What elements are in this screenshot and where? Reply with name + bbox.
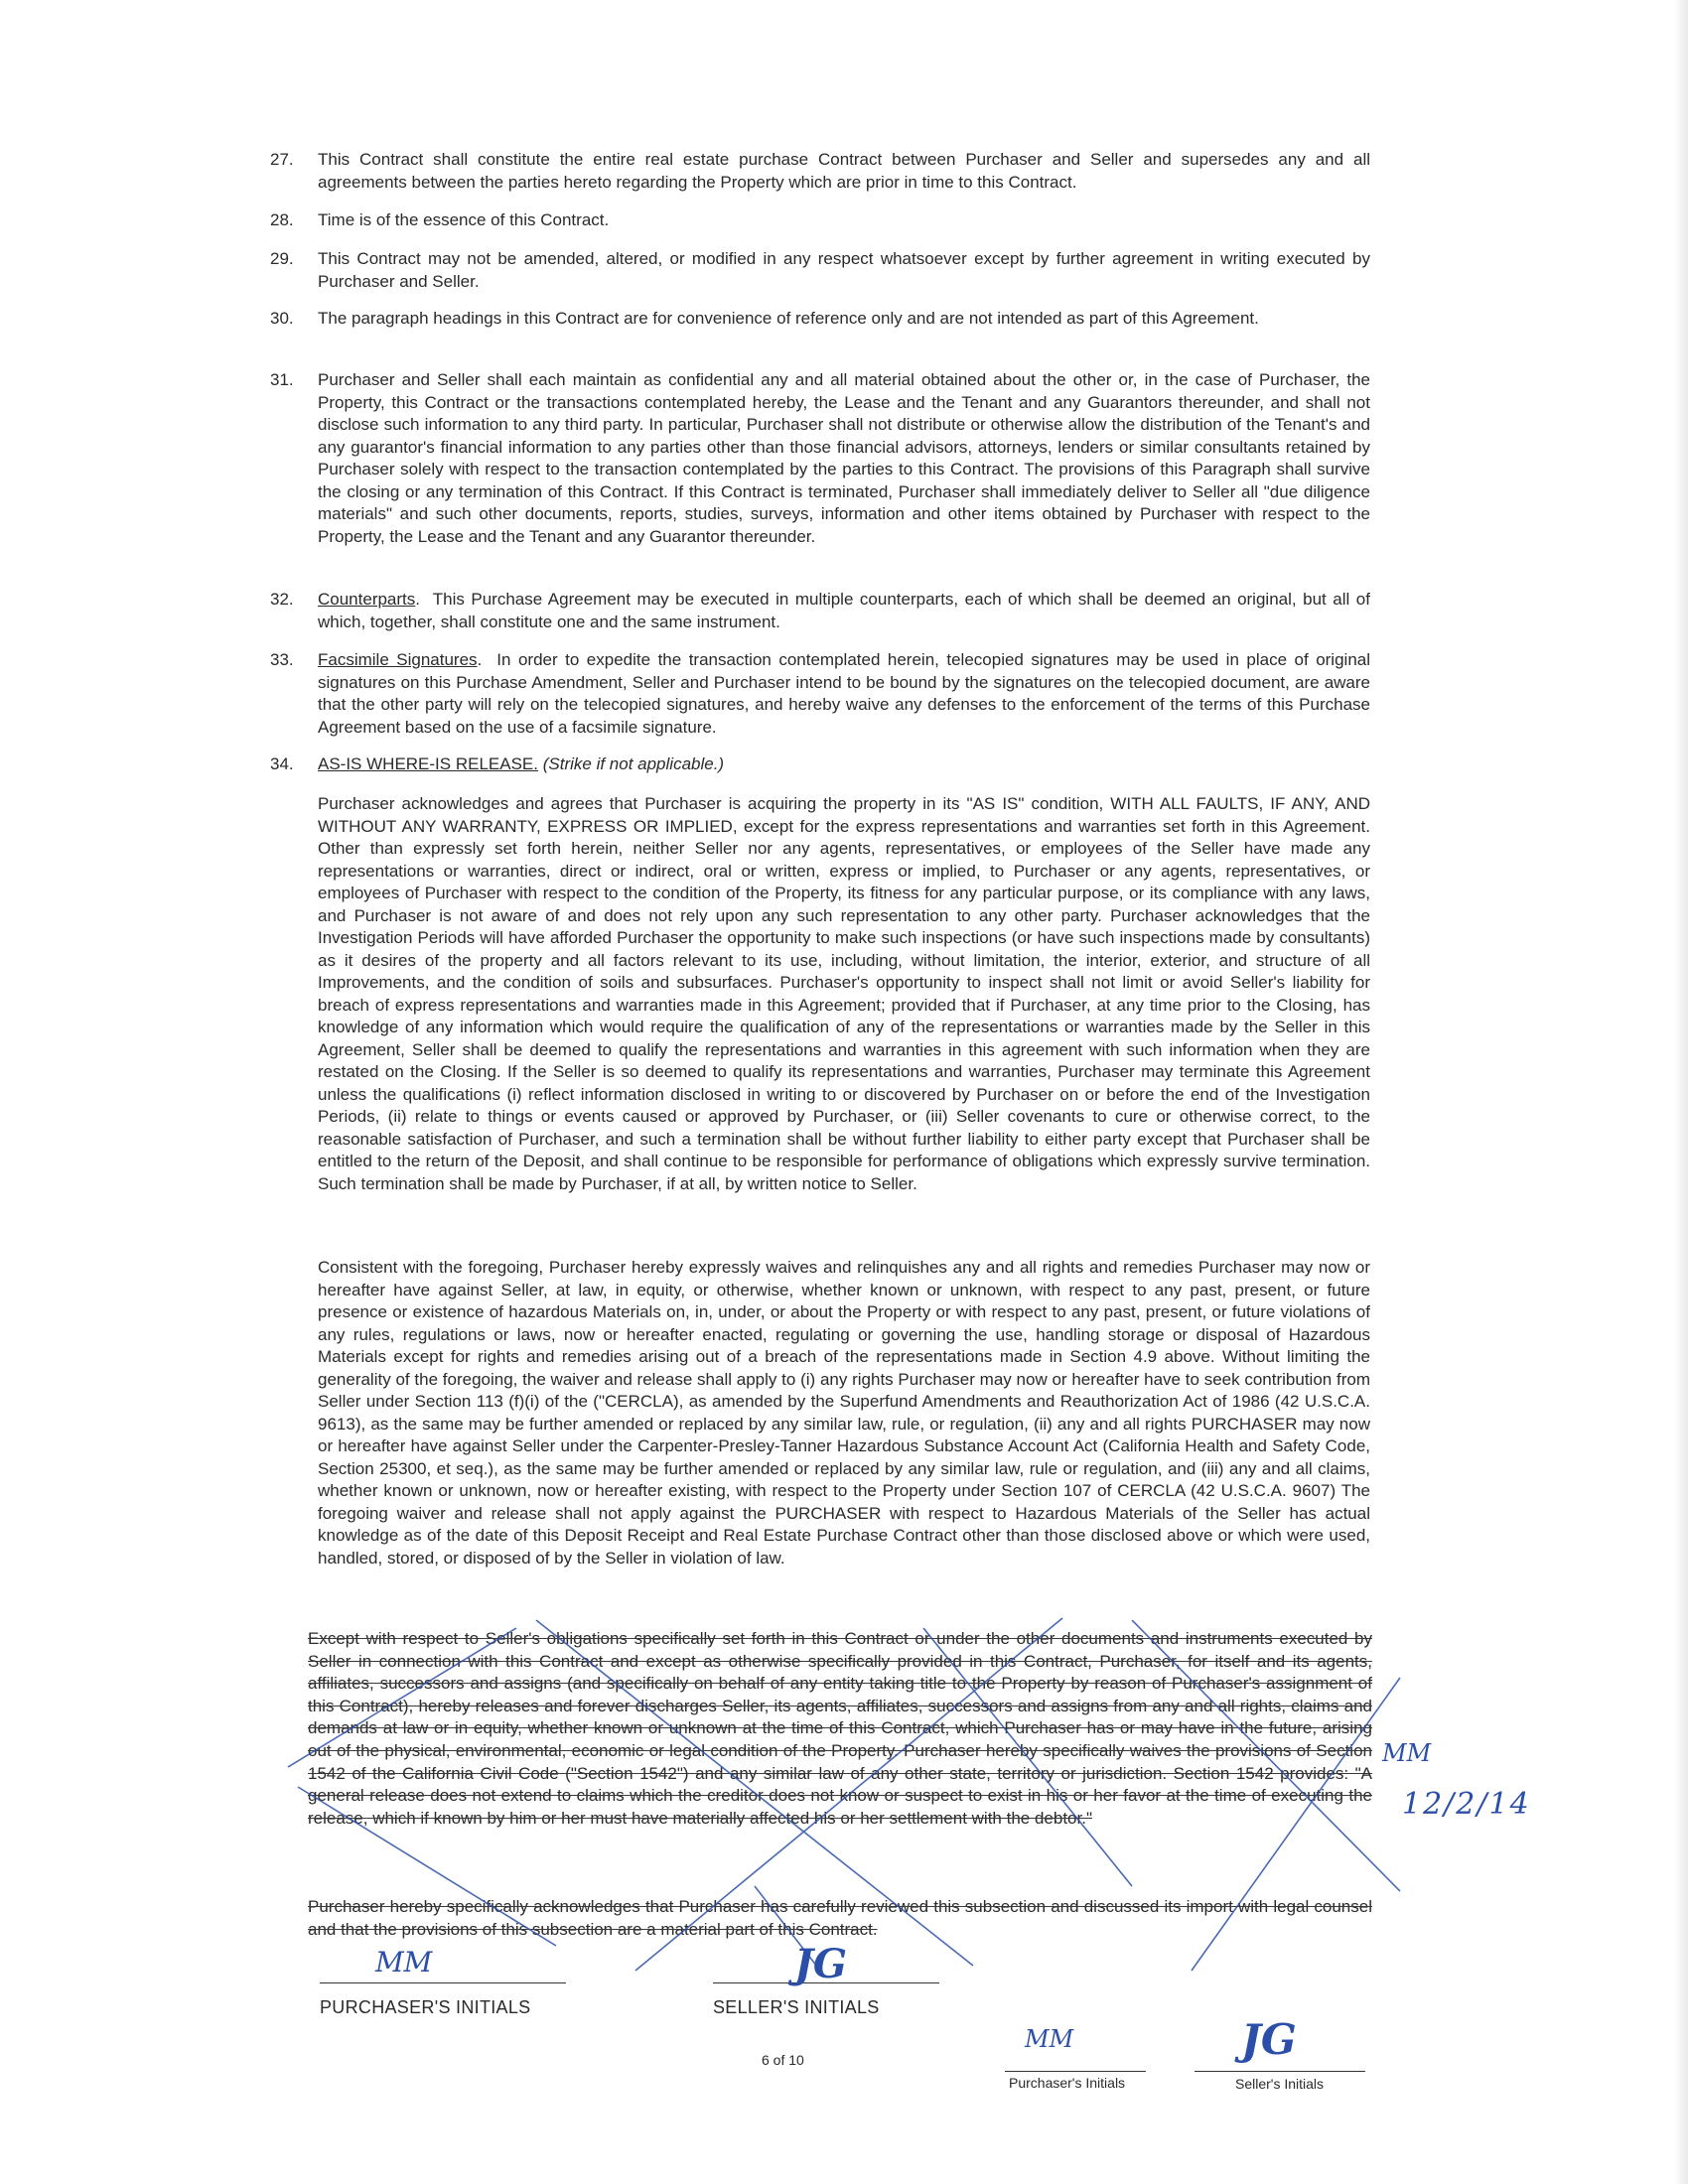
clause-number: 29. (270, 249, 294, 268)
clause-heading: AS-IS WHERE-IS RELEASE. (318, 754, 538, 773)
seller-handwritten-initials: JG (794, 1941, 848, 1987)
clause-number: 28. (270, 210, 294, 229)
purchaser-initials-label: PURCHASER'S INITIALS (320, 1997, 531, 2017)
clause-33: 33. Facsimile Signatures. In order to expedite the transaction contemplated herein, telecopied signatures may be used in place of original signatures on this Purchase Amendment, Seller and Purchaser intend to be bound by the signatures on the telecopied document, are aware that the other party will rely on the telecopied signatures, and hereby waive any defenses to the enforcement of the terms of this Purchase Agreement based on the use of a facsimile signature. (270, 650, 1371, 737)
purchaser-handwritten-initials: MM (375, 1946, 433, 1979)
clause-text: This Contract may not be amended, altered, or modified in any respect whatsoever except by further agreement in writing executed by Purchaser and Seller. (318, 249, 1370, 291)
clause-number: 34. (270, 754, 294, 773)
scan-edge-shadow (1674, 0, 1688, 2184)
clause-text: This Contract shall constitute the entire real estate purchase Contract between Purchaser and Seller and supersedes any and all agreements between the parties hereto regarding the Property which are prior in time to this Contract. (318, 150, 1370, 192)
clause-32: 32. Counterparts. This Purchase Agreement may be executed in multiple counterparts, each of which shall be deemed an original, but all of which, together, shall constitute one and the same instrument. (270, 590, 1370, 631)
margin-initials: MM (1382, 1739, 1432, 1767)
as-is-paragraph-2: Consistent with the foregoing, Purchaser hereby expressly waives and relinquishes any and all rights and remedies Purchaser may now or hereafter have against Seller, at law, in equity, or otherwise, whether known or unknown, with respect to any past, present, or future presence or existence of hazardous Materials on, in, under, or about the Property or with respect to any past, present, or future violations of any rules, regulations or laws, now or hereafter enacted, regulating or governing the use, handling storage or disposal of Hazardous Materials except for rights and remedies arising out of a breach of the representations made in Section 4.9 above. Without limiting the generality of the foregoing, the waiver and release shall apply to (i) any rights Purchaser may now or hereafter have to seek contribution from Seller under Section 113 (f)(i) of the ("CERCLA), as amended by the Superfund Amendments and Reauthorization Act of 1986 (42 U.S.C.A. 9613), as the same may be further amended or replaced by any similar law, rule, or regulation, (ii) any and all rights PURCHASER may now or hereafter have against Seller under the Carpenter-Presley-Tanner Hazardous Substance Account Act (California Health and Safety Code, Section 25300, et seq.), as the same may be further amended or replaced by any similar law, rule or regulation, and (iii) any and all claims, whether known or unknown, now or hereafter existing, with respect to the Property under Section 107 of CERCLA (42 U.S.C.A. 9607) The foregoing waiver and release shall not apply against the PURCHASER with respect to Hazardous Materials of the Seller has actual knowledge as of the date of this Deposit Receipt and Real Estate Purchase Contract other than those disclosed above or which were used, handled, stored, or disposed of by the Seller in violation of law. (318, 1258, 1370, 1568)
footer-purchaser-initials: MM (1025, 2025, 1074, 2053)
page-number: 6 of 10 (762, 2052, 804, 2068)
footer-purchaser-label: Purchaser's Initials (1009, 2075, 1126, 2091)
clause-note: (Strike if not applicable.) (542, 754, 725, 773)
clause-number: 32. (270, 590, 294, 609)
struck-acknowledgement-paragraph: Purchaser hereby specifically acknowledges that Purchaser has carefully reviewed this subsection and discussed its import with legal counsel and that the provisions of this subsection are a material part of this Contract. (308, 1897, 1372, 1939)
clause-heading: Facsimile Signatures (318, 650, 478, 669)
struck-release-paragraph: Except with respect to Seller's obligations specifically set forth in this Contract or under the other documents and instruments executed by Seller in connection with this Contract and except as otherwise specifically provided in this Contract, Purchaser, for itself and its agents, affiliates, successors and assigns (and specifically on behalf of any entity taking title to the Property by reason of Purchaser's assignment of this Contract), hereby releases and forever discharges Seller, its agents, affiliates, successors and assigns from any and all rights, claims and demands at law or in equity, whether known or unknown at the time of this Contract, which Purchaser has or may have in the future, arising out of the physical, environmental, economic or legal condition of the Property. Purchaser hereby specifically waives the provisions of Section 1542 of the California Civil Code ("Section 1542") and any similar law of any other state, territory or jurisdiction. Section 1542 provides: "A general release does not extend to claims which the creditor does not know or suspect to exist in his or her favor at the time of executing the release, which if known by him or her must have materially affected his or her settlement with the debtor." (308, 1629, 1372, 1828)
margin-date: 12/2/14 (1402, 1787, 1531, 1822)
footer-seller-initials: JG (1241, 2015, 1297, 2064)
clause-number: 27. (270, 150, 294, 169)
clause-text: This Purchase Agreement may be executed in multiple counterparts, each of which shall be deemed an original, but all of which, together, shall constitute one and the same instrument. (318, 590, 1370, 631)
as-is-paragraph-1: Purchaser acknowledges and agrees that Purchaser is acquiring the property in its "AS IS" condition, WITH ALL FAULTS, IF ANY, AND WITHOUT ANY WARRANTY, EXPRESS OR IMPLIED, except for the express representations and warranties set forth in this Agreement. Other than expressly set forth herein, neither Seller nor any agents, representatives, or employees of the Seller have made any representations or warranties, direct or indirect, oral or written, express or implied, to Purchaser or any agents, representatives, or employees of Purchaser with respect to the condition of the Property, its fitness for any particular purpose, or its compliance with any laws, and Purchaser is not aware of and does not rely upon any such representation to any other party. Purchaser acknowledges that the Investigation Periods will have afforded Purchaser the opportunity to make such inspections (or have such inspections made by consultants) as it desires of the property and all factors relevant to its use, including, without limitation, the interior, exterior, and structure of all Improvements, and the condition of soils and subsurfaces. Purchaser's opportunity to inspect shall not limit or avoid Seller's liability for breach of express representations and warranties made in this Agreement; provided that if Purchaser, at any time prior to the Closing, has knowledge of any information which would require the qualification of any of the representations or warranties made by the Seller in this Agreement, Seller shall be deemed to qualify the representations and warranties in this agreement with such information when they are restated on the Closing. If the Seller is so deemed to qualify its representations and warranties, Purchaser may terminate this Agreement unless the qualifications (i) reflect information disclosed in writing to or discovered by Purchaser on or before the end of the Investigation Periods, (ii) relate to things or events caused or approved by Purchaser, or (iii) Seller covenants to cure or otherwise correct, to the reasonable satisfaction of Purchaser, and such a termination shall be without further liability to either party except that Purchaser shall be entitled to the return of the Deposit, and shall continue to be responsible for performance of obligations which expressly survive termination. Such termination shall be made by Purchaser, if at all, by written notice to Seller. (318, 794, 1370, 1193)
footer-seller-label: Seller's Initials (1235, 2076, 1325, 2092)
clause-number: 31. (270, 370, 294, 389)
clause-number: 33. (270, 650, 294, 669)
seller-initials-label: SELLER'S INITIALS (713, 1997, 880, 2017)
clause-number: 30. (270, 309, 294, 328)
clause-heading: Counterparts (318, 590, 416, 609)
clause-text: Time is of the essence of this Contract. (318, 210, 610, 229)
clause-text: Purchaser and Seller shall each maintain as confidential any and all material obtained about the other or, in the case of Purchaser, the Property, this Contract or the transactions contemplated hereby, the Lease and the Tenant and any Guarantors thereunder, and shall not disclose such information to any third party. In particular, Purchaser shall not distribute or otherwise allow the distribution of the Tenant's and any guarantor's financial information to any parties other than those financial advisors, attorneys, lenders or similar consultants retained by Purchaser solely with respect to the transaction contemplated by the parties to this Contract. The provisions of this Paragraph shall survive the closing or any termination of this Contract. If this Contract is terminated, Purchaser shall immediately deliver to Seller all "due diligence materials" and such other documents, reports, studies, surveys, information and other items obtained by Purchaser with respect to the Property, the Lease and the Tenant and any Guarantor thereunder. (318, 370, 1370, 546)
clause-text: In order to expedite the transaction contemplated herein, telecopied signatures may be used in place of original signatures on this Purchase Amendment, Seller and Purchaser intend to be bound by the signatures on the telecopied document, are aware that the other party will rely on the telecopied signatures, and hereby waive any defenses to the enforcement of the terms of this Purchase Agreement based on the use of a facsimile signature. (318, 650, 1371, 737)
clause-text: The paragraph headings in this Contract are for convenience of reference only and are not intended as part of this Agreement. (318, 309, 1259, 328)
